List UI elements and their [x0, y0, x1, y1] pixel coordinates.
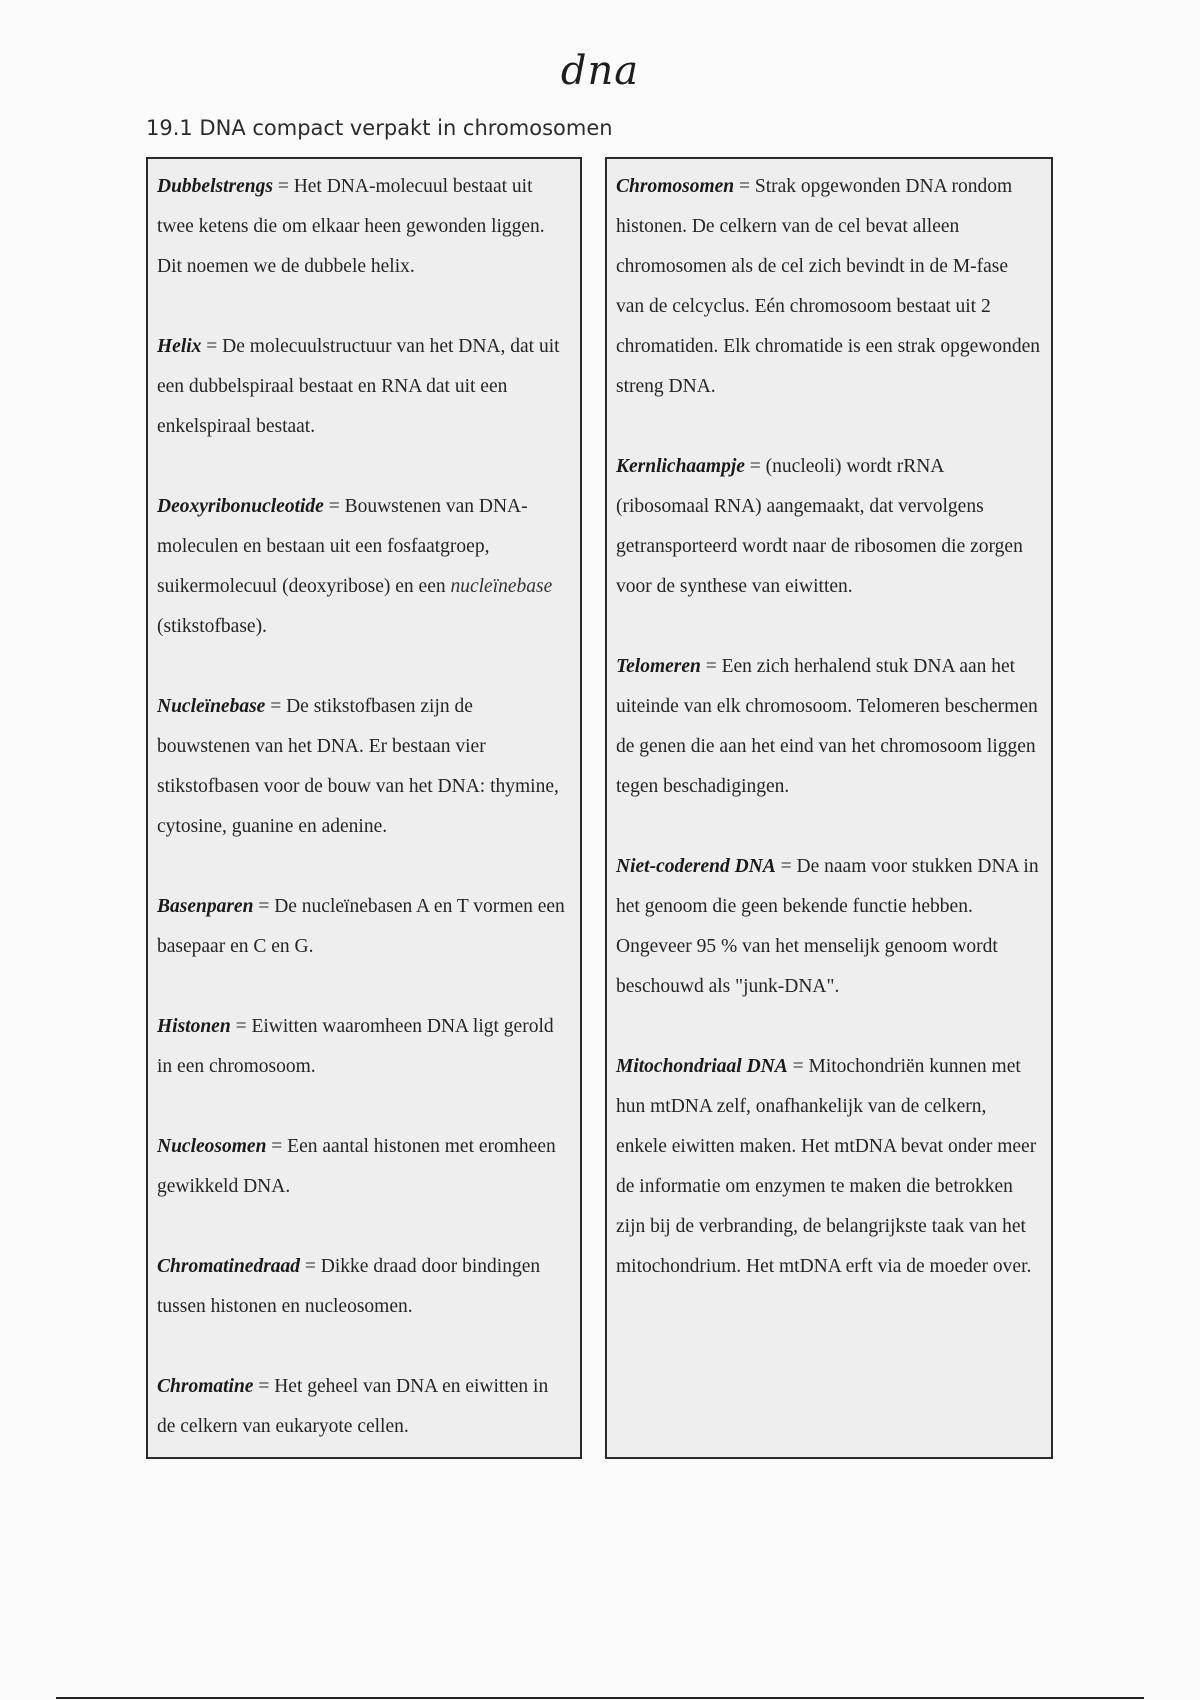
definition-term: Chromatinedraad	[157, 1256, 301, 1277]
definition-text: Het DNA-molecuul bestaat uit twee ketens die om elkaar heen gewonden liggen. Dit noemen we de dubbele helix.	[157, 176, 545, 277]
definition-text: (nucleoli) wordt rRNA (ribosomaal RNA) aangemaakt, dat vervolgens getransporteerd wordt naar de ribosomen die zorgen voor de synthese van eiwitten.	[616, 456, 1023, 597]
definition-entry: Histonen = Eiwitten waaromheen DNA ligt gerold in een chromosoom.	[157, 1016, 554, 1077]
definition-term: Mitochondriaal DNA	[616, 1056, 788, 1077]
definition-entry: Basenparen = De nucleïnebasen A en T vormen een basepaar en C en G.	[157, 896, 565, 957]
definition-entry: Dubbelstrengs = Het DNA-molecuul bestaat uit twee ketens die om elkaar heen gewonden liggen. Dit noemen we de dubbele helix.	[157, 176, 545, 277]
definition-term: Chromosomen	[616, 176, 735, 197]
definition-term: Nucleosomen	[157, 1136, 267, 1157]
definition-entry: Nucleosomen = Een aantal histonen met eromheen gewikkeld DNA.	[157, 1136, 556, 1197]
definition-term: Kernlichaampje	[616, 456, 745, 477]
definition-text: Dikke draad door bindingen tussen histonen en nucleosomen.	[157, 1256, 541, 1317]
definition-term: Nucleïnebase	[157, 696, 266, 717]
definition-term: Deoxyribonucleotide	[157, 496, 324, 517]
definition-term: Telomeren	[616, 656, 701, 677]
definitions-box-right	[605, 157, 1053, 1459]
definition-text: De naam voor stukken DNA in het genoom die geen bekende functie hebben. Ongeveer 95 % van het menselijk genoom wordt beschouwd als "junk-DNA".	[616, 856, 1039, 997]
definition-text: Eiwitten waaromheen DNA ligt gerold in een chromosoom.	[157, 1016, 554, 1077]
definition-term: Dubbelstrengs	[157, 176, 273, 197]
definition-entry: Chromatine = Het geheel van DNA en eiwitten in de celkern van eukaryote cellen.	[157, 1376, 549, 1437]
definition-entry: Mitochondriaal DNA = Mitochondriën kunnen met hun mtDNA zelf, onafhankelijk van de celkern, enkele eiwitten maken. Het mtDNA bevat onder meer de informatie om enzymen te maken die betrokken zijn bij de verbranding, de belangrijkste taak van het mitochondrium. Het mtDNA erft via de moeder over.	[616, 1056, 1037, 1277]
definition-text: De molecuulstructuur van het DNA, dat uit een dubbelspiraal bestaat en RNA dat uit een enkelspiraal bestaat.	[157, 336, 560, 437]
definition-entry: Telomeren = Een zich herhalend stuk DNA aan het uiteinde van elk chromosoom. Telomeren beschermen de genen die aan het eind van het chromosoom liggen tegen beschadigingen.	[616, 656, 1038, 797]
definition-entry: Helix = De molecuulstructuur van het DNA, dat uit een dubbelspiraal bestaat en RNA dat uit een enkelspiraal bestaat.	[157, 336, 560, 437]
definition-inline-term: nucleïnebase	[450, 576, 553, 597]
definitions-box-left	[146, 157, 582, 1459]
definition-text-end: (stikstofbase).	[157, 616, 267, 637]
page-title: dna	[560, 48, 640, 94]
definition-text: Een aantal histonen met eromheen gewikkeld DNA.	[157, 1136, 556, 1197]
definition-term: Chromatine	[157, 1376, 254, 1397]
definition-text: Strak opgewonden DNA rondom histonen. De celkern van de cel bevat alleen chromosomen als de cel zich bevindt in de M-fase van de celcyclus. Eén chromosoom bestaat uit 2 chromatiden. Elk chromatide is een strak opgewonden streng DNA.	[616, 176, 1040, 397]
definition-text: Een zich herhalend stuk DNA aan het uiteinde van elk chromosoom. Telomeren beschermen de genen die aan het eind van het chromosoom liggen tegen beschadigingen.	[616, 656, 1038, 797]
definition-entry: Chromatinedraad = Dikke draad door bindingen tussen histonen en nucleosomen.	[157, 1256, 541, 1317]
definition-term: Helix	[157, 336, 202, 357]
definition-text: Bouwstenen van DNA-moleculen en bestaan uit een fosfaatgroep, suikermolecuul (deoxyribose) en een	[157, 496, 528, 597]
definition-entry: Nucleïnebase = De stikstofbasen zijn de bouwstenen van het DNA. Er bestaan vier stikstofbasen voor de bouw van het DNA: thymine, cytosine, guanine en adenine.	[157, 696, 559, 837]
definition-text: De stikstofbasen zijn de bouwstenen van het DNA. Er bestaan vier stikstofbasen voor de bouw van het DNA: thymine, cytosine, guanine en adenine.	[157, 696, 559, 837]
footer-divider	[56, 1697, 1144, 1699]
definition-term: Niet-coderend DNA	[616, 856, 776, 877]
definition-entry: Kernlichaampje = (nucleoli) wordt rRNA (ribosomaal RNA) aangemaakt, dat vervolgens getransporteerd wordt naar de ribosomen die zorgen voor de synthese van eiwitten.	[616, 456, 1023, 597]
definition-term: Histonen	[157, 1016, 231, 1037]
definition-term: Basenparen	[157, 896, 254, 917]
definition-entry: Niet-coderend DNA = De naam voor stukken DNA in het genoom die geen bekende functie hebben. Ongeveer 95 % van het menselijk genoom wordt beschouwd als "junk-DNA".	[616, 856, 1039, 997]
section-heading: 19.1 DNA compact verpakt in chromosomen	[146, 116, 613, 140]
definition-text: Mitochondriën kunnen met hun mtDNA zelf, onafhankelijk van de celkern, enkele eiwitten maken. Het mtDNA bevat onder meer de informatie om enzymen te maken die betrokken zijn bij de verbranding, de belangrijkste taak van het mitochondrium. Het mtDNA erft via de moeder over.	[616, 1056, 1037, 1277]
definition-text: De nucleïnebasen A en T vormen een basepaar en C en G.	[157, 896, 565, 957]
definition-entry: Deoxyribonucleotide = Bouwstenen van DNA-moleculen en bestaan uit een fosfaatgroep, suikermolecuul (deoxyribose) en een nucleïnebase (stikstofbase).	[157, 496, 553, 637]
definition-text: Het geheel van DNA en eiwitten in de celkern van eukaryote cellen.	[157, 1376, 549, 1437]
definition-entry: Chromosomen = Strak opgewonden DNA rondom histonen. De celkern van de cel bevat alleen chromosomen als de cel zich bevindt in de M-fase van de celcyclus. Eén chromosoom bestaat uit 2 chromatiden. Elk chromatide is een strak opgewonden streng DNA.	[616, 176, 1040, 397]
